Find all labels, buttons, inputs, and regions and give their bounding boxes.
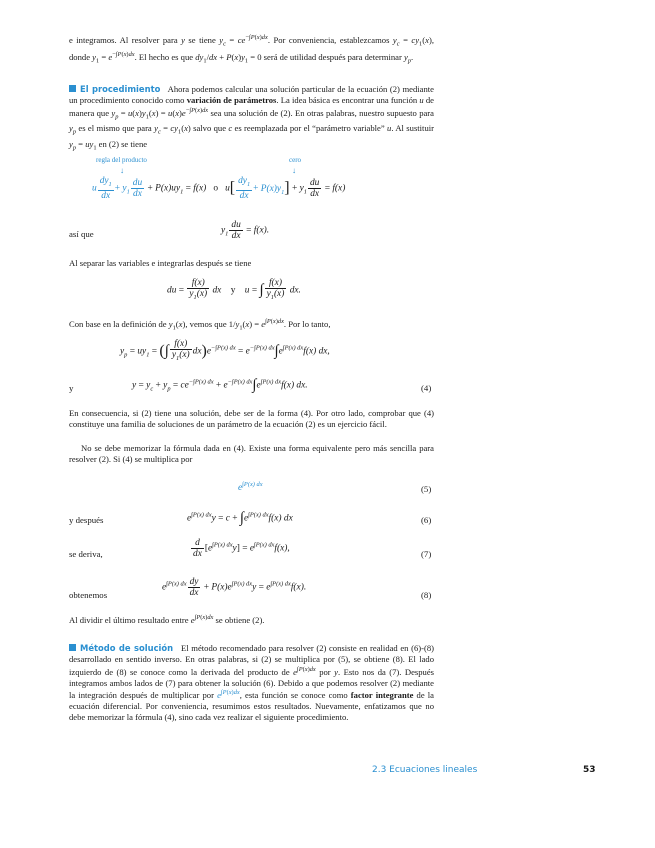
substitution-equation: u $\frac{dy_1}{dx}$ + $y_1$ $\frac{du}{dx}$ + $P(x)uy_1 = f(x)$ o u[ $\frac{dy_1}{dx}$ + $P(x)y_1] + y_1$ $\frac{du}{dx}$ = f(x) <box>92 176 346 201</box>
integrating-factor-expression: $e^{\int P(x) dx}$ <box>238 481 263 494</box>
equation-8: $e^{\int P(x) dx}$ $\frac{dy}{dx}$ + $P(x)e^{\int P(x) dx}y = e^{\int P(x) dx}f(x)$. <box>162 577 307 598</box>
equation-number-4: (4) <box>421 383 432 393</box>
section-footer: 2.3 Ecuaciones lineales <box>372 765 478 775</box>
divide-text: Al dividir el último resultado entre $e^{\int P(x)dx}$ se obtiene (2). <box>69 614 265 625</box>
section-marker-icon <box>69 85 76 92</box>
asi-que-label: así que <box>69 229 94 239</box>
product-rule-annotation: regla del producto <box>96 156 147 164</box>
equation-7: $\frac{d}{dx}$ $[e^{\int P(x) dx}y] = e^{\int P(x) dx}f(x)$, <box>193 538 290 559</box>
zero-annotation: cero <box>289 156 302 164</box>
se-deriva-label: se deriva, <box>69 549 103 559</box>
procedure-heading: El procedimiento <box>80 84 161 94</box>
equation-6: $e^{\int P(x) dx}y = c + \int e^{\int P(x) dx}f(x)$ dx <box>187 510 293 526</box>
general-solution-equation: $y = y_c + y_p = ce^{-\int P(x) dx} + e^{-\int P(x) dx}\int e^{\int P(x) dx}f(x)$ dx. <box>132 377 308 393</box>
equation-number-5: (5) <box>421 484 432 494</box>
y-despues-label: y después <box>69 515 104 525</box>
consequence-paragraph: En consecuencia, si (2) tiene una solución, debe ser de la forma (4). Por otro lado, comprobar que (4) constituye una familia de soluciones de un parámetro de la ecuación (2) es un ejercicio fácil. <box>69 408 434 429</box>
section-marker-icon <box>69 644 76 651</box>
intro-paragraph: e integramos. Al resolver para y se tiene $y_c = ce^{-\int P(x)dx}$. Por conveniencia, establezcamos $y_c = cy_1(x)$, donde $y_1 = e^{-\int P(x)dx}$. El hecho es que $dy_1/dx + P(x)y_1 = 0$ será de utilidad después para determinar $y_p$. <box>69 34 434 66</box>
equation-number-7: (7) <box>421 549 432 559</box>
memorize-paragraph: No se debe memorizar la fórmula dada en (4). Existe una forma equivalente pero más sencilla para resolver (2). Si (4) se multiplica por <box>69 443 434 464</box>
equation-number-8: (8) <box>421 590 432 600</box>
method-paragraph: Método de solución El método recomendado para resolver (2) consiste en realidad en (6)-(8) desarrollado en sentido inverso. En otras palabras, si (2) se multiplica por (5), se obtiene (8). El lado izquierdo de (8) se conoce como la derivada del producto de $e^{\int P(x)dx}$ por y. Esto nos da (7). Después integramos ambos lados de (7) para obtener la solución (6). Debido a que podemos resolver (2) mediante la integración después de multiplicar por $e^{\int P(x)dx}$, esta función se conoce como factor integrante de la ecuación diferencial. Por conveniencia, resumimos estos resultados. Nuevamente, enfatizamos que no debe memorizar la fórmula (4), sino cada vez realizar el siguiente procedimiento. <box>69 643 434 723</box>
equation-number-6: (6) <box>421 515 432 525</box>
separated-equation: du = $\frac{f(x)}{y_1(x)}$ dx y u = ∫ $\frac{f(x)}{y_1(x)}$ dx. <box>167 278 301 301</box>
page-number: 53 <box>583 765 596 775</box>
du-equation: $y_1$ $\frac{du}{dx}$ = f(x). <box>221 220 270 241</box>
definition-text: Con base en la definición de $y_1(x)$, vemos que $1/y_1(x) = e^{\int P(x)dx}$. Por lo tanto, <box>69 318 331 332</box>
procedure-paragraph: El procedimiento Ahora podemos calcular una solución particular de la ecuación (2) mediante un procedimiento conocido como variación de parámetros. La idea básica es encontrar una función u de manera que $y_p = u(x)y_1(x) = u(x)e^{-\int P(x)dx}$ sea una solución de (2). En otras palabras, nuestro supuesto para $y_p$ es el mismo que para $y_c = cy_1(x)$ salvo que c es reemplazada por el “parámetro variable” u. Al sustituir $y_p = uy_1$ en (2) se tiene <box>69 84 434 152</box>
down-arrow-icon: ↓ <box>292 166 296 175</box>
obtenemos-label: obtenemos <box>69 590 108 600</box>
y-conjunction: y <box>69 383 74 393</box>
yp-equation: $y_p = uy_1$ = (∫ $\frac{f(x)}{y_1(x)}$ $dx)e^{-\int P(x) dx} = e^{-\int P(x) dx}\int e^{\int P(x) dx}f(x)$ dx, <box>120 339 330 362</box>
down-arrow-icon: ↓ <box>120 166 124 175</box>
separate-variables-text: Al separar las variables e integrarlas después se tiene <box>69 258 252 268</box>
method-heading: Método de solución <box>80 643 174 653</box>
